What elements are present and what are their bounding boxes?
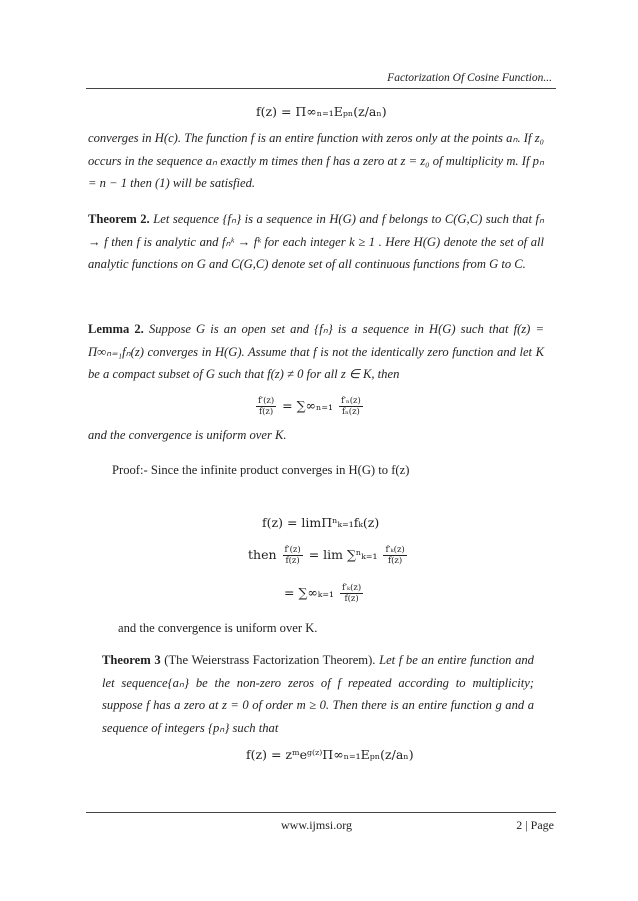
lemma-2-text: Suppose G is an open set and {fₙ} is a sequence in H(G) such that f(z) = Π∞ₙ₌₁fₙ(z) converges in H(G). Assume that f is not the identically zero function and let K be a compact subset of G such that f(z) ≠ 0 for all z ∈ K, then — [88, 322, 544, 381]
page-number: 2 | Page — [516, 818, 554, 832]
footer-rule — [86, 812, 556, 813]
footer-url[interactable]: www.ijmsi.org — [281, 818, 353, 832]
proof-conclusion: and the convergence is uniform over K. — [118, 621, 318, 635]
theorem-3-heading: Theorem 3 — [102, 653, 161, 667]
running-header: Factorization Of Cosine Function... — [387, 72, 552, 84]
paragraph-convergence: converges in H(c). The function f is an entire function with zeros only at the points aₙ. If z₀ occurs in the sequence aₙ exactly m times then f has a zero at z = z₀ of multiplicity m. If pₙ = n − 1 then (1) will be satisfied. — [88, 131, 544, 190]
equation-proof-2: then $\frac{f'(z)}{f(z)}$ = lim ∑ⁿₖ₌₁ $\frac{\text{f′ₖ(z)}}{f(z)}$ — [248, 545, 405, 566]
equation-lemma — [254, 396, 365, 417]
theorem-2 — [88, 208, 544, 276]
lemma-conclusion: and the convergence is uniform over K. — [88, 428, 287, 442]
equation-top: f(z) = Π∞ₙ₌₁Eₚₙ(z/aₙ) — [256, 104, 387, 119]
equation-proof-1: f(z) = limΠⁿₖ₌₁fₖ(z) — [262, 515, 380, 530]
theorem-3-text: Let f be an entire function and let sequence{aₙ} be the non-zero zeros of f repeated according to multiplicity; suppose f has a zero at z = 0 of order m ≥ 0. Then there is an entire function g and a sequence of integers {pₙ} such that — [102, 653, 534, 735]
proof2-lhs-fraction: $\frac{f'(z)}{f(z)}$ — [284, 545, 301, 566]
theorem-2-text: Let sequence {fₙ} is a sequence in H(G) and f belongs to C(G,C) such that fₙ → f then f is analytic and fₙᵏ → fᵏ for each integer k ≥ 1 . Here H(G) denote the set of all analytic functions on G and C(G,C) denote set of all continuous functions from G to C. — [88, 212, 545, 271]
proof2-rhs-fraction: $\frac{\text{f′ₖ(z)}}{f(z)}$ — [385, 545, 405, 566]
theorem-3-subtitle: (The Weierstrass Factorization Theorem). — [164, 653, 376, 667]
lemma-2-heading: Lemma 2. — [88, 322, 144, 336]
theorem-2-heading: Theorem 2. — [88, 212, 150, 226]
lemma-rhs-fraction: $\frac{\text{f′ₙ(z)}}{\text{fₙ(z)}}$ — [340, 396, 361, 417]
proof-intro: Proof:- Since the infinite product converges in H(G) to f(z) — [112, 463, 410, 477]
header-rule — [86, 88, 556, 89]
equation-proof-3: = ∑∞ₖ₌₁ $\frac{\text{f′ₖ(z)}}{f(z)}$ — [284, 583, 362, 604]
equation-bottom: f(z) = zᵐeᵍ⁽ᶻ⁾Π∞ₙ₌₁Eₚₙ(z/aₙ) — [246, 747, 414, 762]
lemma-2 — [88, 318, 544, 386]
proof3-rhs-fraction: $\frac{\text{f′ₖ(z)}}{f(z)}$ — [341, 583, 362, 604]
theorem-3 — [102, 649, 534, 739]
lemma-lhs-fraction: $\frac{f'(z)}{f(z)}$ — [258, 396, 275, 417]
lemma-sum: = ∑∞ₙ₌₁ — [282, 398, 333, 413]
